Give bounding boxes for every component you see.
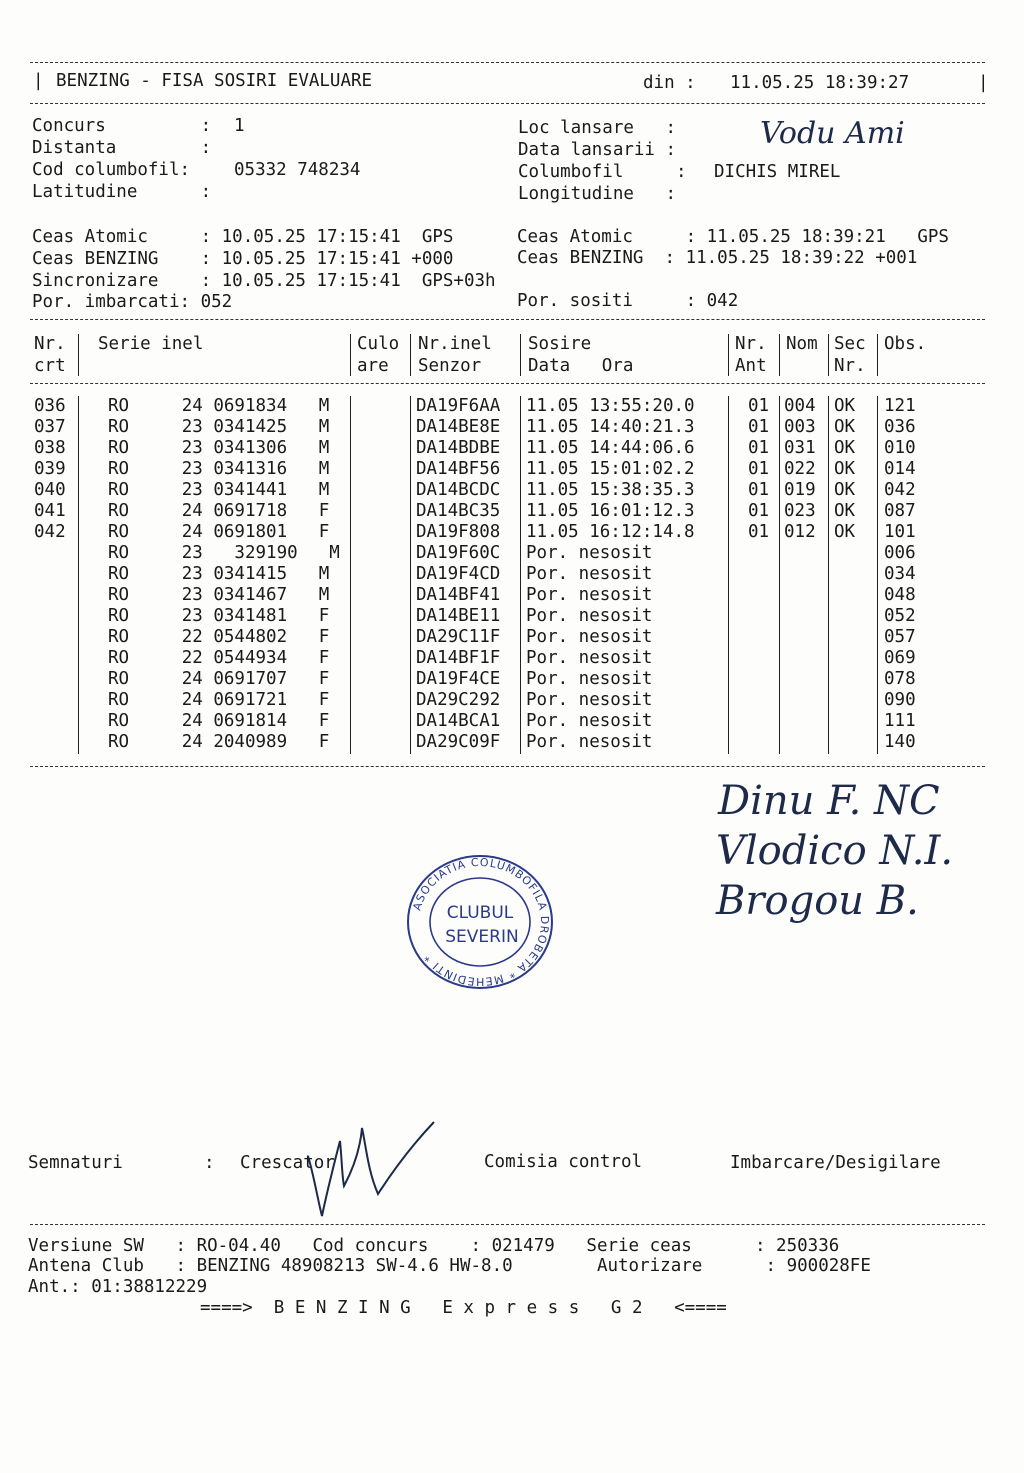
cell-sosire: 11.05 16:01:12.3 xyxy=(526,501,695,521)
cell-senzor: DA14BF41 xyxy=(416,585,501,605)
comisia-control-label: Comisia control xyxy=(484,1152,643,1172)
footer-rule xyxy=(30,1224,985,1225)
svg-text:SEVERIN: SEVERIN xyxy=(445,927,519,947)
cell-sosire: 11.05 13:55:20.0 xyxy=(526,396,695,416)
clock-left-1: Ceas Atomic : 10.05.25 17:15:41 GPS xyxy=(32,227,454,247)
cell-sosire: Por. nesosit xyxy=(526,564,653,584)
cell-nr-ant: 01 xyxy=(748,501,770,521)
loc-lansare-label: Loc lansare : xyxy=(518,118,677,138)
table-top-rule xyxy=(30,319,985,320)
cell-senzor: DA14BDBE xyxy=(416,438,501,458)
cell-nr-crt: 038 xyxy=(34,438,66,458)
td-divider xyxy=(728,396,729,754)
cod-columbofil-value: 05332 748234 xyxy=(234,160,361,180)
th-divider xyxy=(877,334,878,376)
td-divider xyxy=(877,396,878,754)
th-divider xyxy=(828,334,829,376)
cell-senzor: DA29C09F xyxy=(416,732,501,752)
cell-nr-ant: 01 xyxy=(748,459,770,479)
svg-text:ASOCIATIA COLUMBOFILA DROBETA: ASOCIATIA COLUMBOFILA DROBETA * MEHEDINTI * xyxy=(410,855,552,989)
cell-senzor: DA14BE11 xyxy=(416,606,501,626)
cell-senzor: DA14BCDC xyxy=(416,480,501,500)
cell-obs: 101 xyxy=(884,522,916,542)
th-divider xyxy=(410,334,411,376)
cell-senzor: DA14BC35 xyxy=(416,501,501,521)
cell-nr-crt: 039 xyxy=(34,459,66,479)
clock-left-3: Sincronizare : 10.05.25 17:15:41 GPS+03h xyxy=(32,271,496,291)
th-culoare-2: are xyxy=(357,356,389,376)
cell-sec: OK xyxy=(834,417,856,437)
page-title: BENZING - FISA SOSIRI EVALUARE xyxy=(56,71,373,91)
cell-obs: 048 xyxy=(884,585,916,605)
clock-right-2: Ceas BENZING : 11.05.25 18:39:22 +001 xyxy=(517,248,918,268)
club-stamp xyxy=(404,852,556,992)
cell-sosire: Por. nesosit xyxy=(526,585,653,605)
cell-sosire: 11.05 14:44:06.6 xyxy=(526,438,695,458)
footer-line-1: Versiune SW : RO-04.40 Cod concurs : 021479 Serie ceas : 250336 xyxy=(28,1236,840,1256)
cell-sosire: Por. nesosit xyxy=(526,732,653,752)
crescator-label: Crescator xyxy=(240,1153,335,1173)
handwritten-name-2: Vlodico N.I. xyxy=(716,828,954,874)
cell-nr-ant: 01 xyxy=(748,396,770,416)
loc-lansare-handwritten: Vodu Ami xyxy=(760,116,905,151)
th-crt: crt xyxy=(34,356,66,376)
cell-nr-crt: 040 xyxy=(34,480,66,500)
cell-serie-inel: RO 23 0341316 M xyxy=(108,459,330,479)
td-divider xyxy=(520,396,521,754)
cell-obs: 140 xyxy=(884,732,916,752)
cell-serie-inel: RO 23 329190 M xyxy=(108,543,340,563)
footer-line-4: ====> B E N Z I N G E x p r e s s G 2 <==== xyxy=(200,1298,727,1318)
handwritten-name-1: Dinu F. NC xyxy=(718,778,940,824)
cell-senzor: DA19F60C xyxy=(416,543,501,563)
th-nom: Nom xyxy=(786,334,818,354)
semnaturi-label: Semnaturi xyxy=(28,1153,123,1173)
cell-serie-inel: RO 24 2040989 F xyxy=(108,732,330,752)
columbofil-label: Columbofil : xyxy=(518,162,687,182)
por-imbarcati: Por. imbarcati: 052 xyxy=(32,292,233,312)
cell-sec: OK xyxy=(834,459,856,479)
th-sosire: Sosire xyxy=(528,334,592,354)
cell-obs: 036 xyxy=(884,417,916,437)
header-bar-right: | xyxy=(978,73,989,93)
cell-sosire: 11.05 15:01:02.2 xyxy=(526,459,695,479)
cell-nom: 004 xyxy=(784,396,816,416)
cell-serie-inel: RO 24 0691721 F xyxy=(108,690,330,710)
latitudine-label: Latitudine : xyxy=(32,182,212,202)
cell-senzor: DA19F4CE xyxy=(416,669,501,689)
cell-obs: 010 xyxy=(884,438,916,458)
din-label: din : xyxy=(643,73,696,93)
cell-sosire: 11.05 16:12:14.8 xyxy=(526,522,695,542)
cell-senzor: DA14BCA1 xyxy=(416,711,501,731)
longitudine-label: Longitudine : xyxy=(518,184,677,204)
cell-nom: 031 xyxy=(784,438,816,458)
td-divider xyxy=(779,396,780,754)
th-sec: Sec xyxy=(834,334,866,354)
cell-sec: OK xyxy=(834,522,856,542)
th-obs: Obs. xyxy=(884,334,927,354)
table-header-rule xyxy=(30,383,985,384)
cell-sec: OK xyxy=(834,396,856,416)
cell-obs: 090 xyxy=(884,690,916,710)
svg-text:CLUBUL: CLUBUL xyxy=(446,903,514,923)
cell-nr-crt: 042 xyxy=(34,522,66,542)
cell-sec: OK xyxy=(834,480,856,500)
semnaturi-sep: : xyxy=(204,1153,215,1173)
td-divider xyxy=(828,396,829,754)
th-nr-inel: Nr.inel xyxy=(418,334,492,354)
cell-nr-ant: 01 xyxy=(748,522,770,542)
th-divider xyxy=(728,334,729,376)
cell-nom: 003 xyxy=(784,417,816,437)
por-sositi: Por. sositi : 042 xyxy=(517,291,739,311)
cell-serie-inel: RO 23 0341415 M xyxy=(108,564,330,584)
handwritten-name-3: Brogou B. xyxy=(716,878,919,924)
th-data-ora: Data Ora xyxy=(528,356,634,376)
cell-senzor: DA14BE8E xyxy=(416,417,501,437)
top-rule xyxy=(30,62,985,63)
cell-sosire: Por. nesosit xyxy=(526,606,653,626)
cell-serie-inel: RO 24 0691814 F xyxy=(108,711,330,731)
th-sec-nr: Nr. xyxy=(834,356,866,376)
cell-obs: 057 xyxy=(884,627,916,647)
cell-nom: 019 xyxy=(784,480,816,500)
clock-right-1: Ceas Atomic : 11.05.25 18:39:21 GPS xyxy=(517,227,949,247)
th-divider xyxy=(520,334,521,376)
cell-obs: 078 xyxy=(884,669,916,689)
cell-obs: 111 xyxy=(884,711,916,731)
cell-nr-ant: 01 xyxy=(748,480,770,500)
cell-nom: 022 xyxy=(784,459,816,479)
cell-senzor: DA19F808 xyxy=(416,522,501,542)
concurs-value: 1 xyxy=(234,116,245,136)
td-divider xyxy=(350,396,351,754)
cod-columbofil-label: Cod columbofil: xyxy=(32,160,191,180)
cell-obs: 087 xyxy=(884,501,916,521)
cell-obs: 042 xyxy=(884,480,916,500)
columbofil-value: DICHIS MIREL xyxy=(714,162,841,182)
cell-obs: 121 xyxy=(884,396,916,416)
concurs-label: Concurs : xyxy=(32,116,212,136)
cell-obs: 069 xyxy=(884,648,916,668)
td-divider xyxy=(78,396,79,754)
cell-sosire: Por. nesosit xyxy=(526,648,653,668)
cell-senzor: DA29C11F xyxy=(416,627,501,647)
cell-nr-ant: 01 xyxy=(748,438,770,458)
th-serie-inel: Serie inel xyxy=(98,334,204,354)
footer-line-3: Ant.: 01:38812229 xyxy=(28,1277,208,1297)
th-senzor: Senzor xyxy=(418,356,482,376)
cell-serie-inel: RO 23 0341467 M xyxy=(108,585,330,605)
cell-nr-crt: 041 xyxy=(34,501,66,521)
th-culoare-1: Culo xyxy=(357,334,400,354)
cell-obs: 034 xyxy=(884,564,916,584)
cell-sec: OK xyxy=(834,501,856,521)
clock-left-2: Ceas BENZING : 10.05.25 17:15:41 +000 xyxy=(32,249,454,269)
th-divider xyxy=(78,334,79,376)
th-nr-ant: Nr. xyxy=(735,334,767,354)
cell-senzor: DA14BF1F xyxy=(416,648,501,668)
td-divider xyxy=(410,396,411,754)
cell-serie-inel: RO 23 0341481 F xyxy=(108,606,330,626)
cell-serie-inel: RO 23 0341425 M xyxy=(108,417,330,437)
cell-serie-inel: RO 22 0544802 F xyxy=(108,627,330,647)
cell-obs: 014 xyxy=(884,459,916,479)
cell-serie-inel: RO 23 0341306 M xyxy=(108,438,330,458)
cell-sosire: Por. nesosit xyxy=(526,627,653,647)
cell-nr-crt: 037 xyxy=(34,417,66,437)
th-divider xyxy=(350,334,351,376)
data-lansarii-label: Data lansarii : xyxy=(518,140,677,160)
cell-sosire: Por. nesosit xyxy=(526,669,653,689)
cell-nom: 012 xyxy=(784,522,816,542)
th-nr: Nr. xyxy=(34,334,66,354)
th-ant: Ant xyxy=(735,356,767,376)
cell-serie-inel: RO 24 0691801 F xyxy=(108,522,330,542)
cell-sosire: Por. nesosit xyxy=(526,543,653,563)
cell-senzor: DA14BF56 xyxy=(416,459,501,479)
cell-obs: 052 xyxy=(884,606,916,626)
cell-serie-inel: RO 24 0691707 F xyxy=(108,669,330,689)
distanta-label: Distanta : xyxy=(32,138,212,158)
cell-sosire: 11.05 15:38:35.3 xyxy=(526,480,695,500)
table-bottom-rule xyxy=(30,766,985,767)
cell-nom: 023 xyxy=(784,501,816,521)
th-divider xyxy=(779,334,780,376)
crescator-signature xyxy=(296,1116,446,1226)
cell-nr-crt: 036 xyxy=(34,396,66,416)
cell-nr-ant: 01 xyxy=(748,417,770,437)
header-bar-left: | xyxy=(33,71,44,91)
cell-obs: 006 xyxy=(884,543,916,563)
cell-senzor: DA29C292 xyxy=(416,690,501,710)
footer-line-2: Antena Club : BENZING 48908213 SW-4.6 HW-8.0 Autorizare : 900028FE xyxy=(28,1256,871,1276)
cell-sec: OK xyxy=(834,438,856,458)
cell-serie-inel: RO 24 0691834 M xyxy=(108,396,330,416)
header-rule xyxy=(30,103,985,104)
din-value: 11.05.25 18:39:27 xyxy=(730,73,910,93)
cell-serie-inel: RO 22 0544934 F xyxy=(108,648,330,668)
cell-senzor: DA19F4CD xyxy=(416,564,501,584)
cell-sosire: Por. nesosit xyxy=(526,690,653,710)
cell-senzor: DA19F6AA xyxy=(416,396,501,416)
cell-serie-inel: RO 23 0341441 M xyxy=(108,480,330,500)
imbarcare-label: Imbarcare/Desigilare xyxy=(730,1153,941,1173)
cell-sosire: Por. nesosit xyxy=(526,711,653,731)
cell-sosire: 11.05 14:40:21.3 xyxy=(526,417,695,437)
cell-serie-inel: RO 24 0691718 F xyxy=(108,501,330,521)
